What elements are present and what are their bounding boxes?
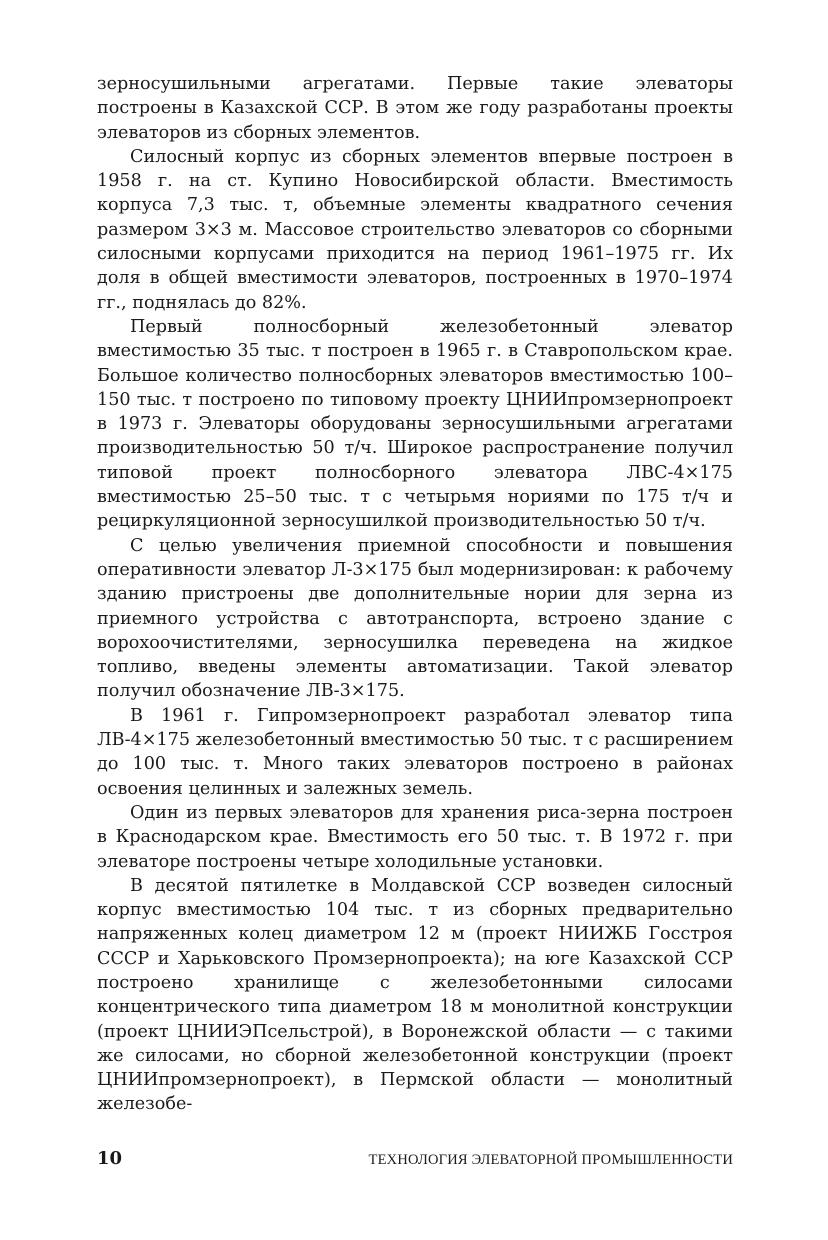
page-footer <box>97 1148 733 1178</box>
paragraph: Первый полносборный железобетонный элеватор вместимостью 35 тыс. т построен в 1965 г. в Ставропольском крае. Большое количество полносборных элеваторов вместимостью 100–150 тыс. т построено по типовому проекту ЦНИИпромзернопроект в 1973 г. Элеваторы оборудованы зерносушильными агрегатами производительностью 50 т/ч. Широкое распространение получил типовой проект полносборного элеватора ЛВС-4×175 вместимостью 25–50 тыс. т с четырьмя нориями по 175 т/ч и рециркуляционной зерносушилкой производительностью 50 т/ч. <box>97 316 733 532</box>
running-title: ТЕХНОЛОГИЯ ЭЛЕВАТОРНОЙ ПРОМЫШЛЕННОСТИ <box>368 1152 733 1168</box>
page-number: 10 <box>97 1148 123 1169</box>
paragraph: В десятой пятилетке в Молдавской ССР возведен силосный корпус вместимостью 104 тыс. т из сборных предварительно напряженных колец диаметром 12 м (проект НИИЖБ Госстроя СССР и Харьковского Промзернопроекта); на юге Казахской ССР построено хранилище с железобетонными силосами концентрического типа диаметром 18 м монолитной конструкции (проект ЦНИИЭПсельстрой), в Воронежской области — с такими же силосами, но сборной железобетонной конструкции (проект ЦНИИпромзернопроект), в Пермской области — монолитный железобе- <box>97 875 733 1115</box>
paragraph: Силосный корпус из сборных элементов впервые построен в 1958 г. на ст. Купино Новосибирской области. Вместимость корпуса 7,3 тыс. т, объемные элементы квадратного сечения размером 3×3 м. Массовое строительство элеваторов со сборными силосными корпусами приходится на период 1961–1975 гг. Их доля в общей вместимости элеваторов, построенных в 1970–1974 гг., поднялась до 82%. <box>97 146 733 313</box>
paragraph: Один из первых элеваторов для хранения риса-зерна построен в Краснодарском крае. Вместимость его 50 тыс. т. В 1972 г. при элеваторе построены четыре холодильные установки. <box>97 802 733 872</box>
paragraph: С целью увеличения приемной способности и повышения оперативности элеватор Л-3×175 был модернизирован: к рабочему зданию пристроены две дополнительные нории для зерна из приемного устройства с автотранспорта, встроено здание с ворохоочистителями, зерносушилка переведена на жидкое топливо, введены элементы автоматизации. Такой элеватор получил обозначение ЛВ-3×175. <box>97 535 733 702</box>
paragraph: В 1961 г. Гипромзернопроект разработал элеватор типа ЛВ-4×175 железобетонный вместимостью 50 тыс. т с расширением до 100 тыс. т. Много таких элеваторов построено в районах освоения целинных и залежных земель. <box>97 705 733 799</box>
body-text <box>97 72 733 1117</box>
paragraph-continued: зерносушильными агрегатами. Первые такие элеваторы построены в Казахской ССР. В этом же году разработаны проекты элеваторов из сборных элементов. <box>97 74 733 143</box>
